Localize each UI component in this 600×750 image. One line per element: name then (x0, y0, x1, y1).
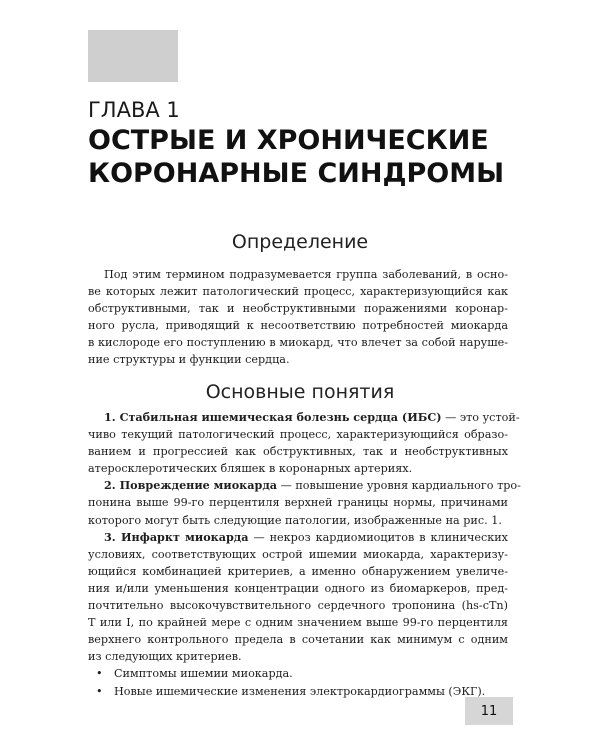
item1-text: — это устой- (441, 411, 520, 424)
chapter-label: ГЛАВА 1 (88, 98, 180, 122)
bullet-item (88, 683, 508, 700)
paragraph-line: обструктивными, так и необструктивными поражениями коронар- (88, 302, 508, 316)
paragraph-line: почтительно высокочувствительного сердечного тропонина (hs-cTn) (88, 599, 508, 613)
item2-term: 2. Повреждение миокарда (104, 478, 278, 493)
paragraph-line: которого могут быть следующие патологии, изображенные на рис. 1. (88, 513, 502, 527)
chapter-title (88, 124, 504, 190)
item2-text: — повышение уровня кардиального тро- (277, 479, 521, 493)
paragraph-line: ве которых лежит патологический процесс, характеризующийся как (88, 285, 508, 299)
definition-paragraph (88, 266, 508, 369)
bullet-text: Новые ишемические изменения электрокардиограммы (ЭКГ). (114, 684, 486, 698)
paragraph-line: ния и/или уменьшения концентрации одного из биомаркеров, пред- (88, 581, 508, 595)
paragraph-line: верхнего контрольного предела в сочетании как минимум с одним (88, 633, 508, 647)
chapter-gray-block (88, 30, 178, 82)
paragraph-line: понина выше 99-го перцентиля верхней границы нормы, причинами (88, 496, 508, 510)
item1-term: 1. Стабильная ишемическая болезнь сердца (ИБС) (104, 410, 442, 424)
paragraph-line: чиво текущий патологический процесс, характеризующийся образо- (88, 428, 508, 442)
bullet-dot-icon: • (96, 684, 103, 698)
bullet-dot-icon: • (96, 667, 103, 681)
paragraph-line: из следующих критериев. (88, 650, 242, 664)
paragraph-line: ющийся комбинацией критериев, а именно обнаружением увеличе- (88, 564, 508, 578)
bullet-item (88, 665, 508, 682)
item3-term: 3. Инфаркт миокарда (104, 529, 249, 544)
bullet-text: Симптомы ишемии миокарда. (114, 667, 293, 681)
chapter-title-line: КОРОНАРНЫЕ СИНДРОМЫ (88, 158, 505, 189)
paragraph-line: атеросклеротических бляшек в коронарных артериях. (88, 462, 413, 476)
paragraph-line: ние структуры и функции сердца. (88, 353, 290, 367)
item3-first-line (88, 529, 508, 546)
definition-heading: Определение (231, 231, 369, 253)
item3-text: — некроз кардиомиоцитов в клинических (248, 530, 508, 544)
paragraph-line: Под этим термином подразумевается группа заболеваний, в осно- (104, 268, 508, 281)
concepts-heading: Основные понятия (205, 381, 395, 403)
paragraph-line: ванием и прогрессией как обструктивных, так и необструктивных (88, 445, 508, 459)
paragraph-line: условиях, соответствующих острой ишемии миокарда, характеризу- (88, 547, 508, 561)
page-number: 11 (465, 697, 513, 725)
paragraph-line: T или I, по крайней мере с одним значением выше 99-го перцентиля (88, 616, 508, 630)
paragraph-line: ного русла, приводящий к несоответствию потребностей миокарда (88, 319, 508, 333)
concepts-content (88, 409, 521, 700)
paragraph-line: в кислороде его поступлению в миокард, что влечет за собой наруше- (88, 336, 508, 350)
item2-first-line (88, 477, 521, 494)
chapter-title-line: ОСТРЫЕ И ХРОНИЧЕСКИЕ (88, 125, 489, 156)
item1-first-line (88, 409, 520, 426)
